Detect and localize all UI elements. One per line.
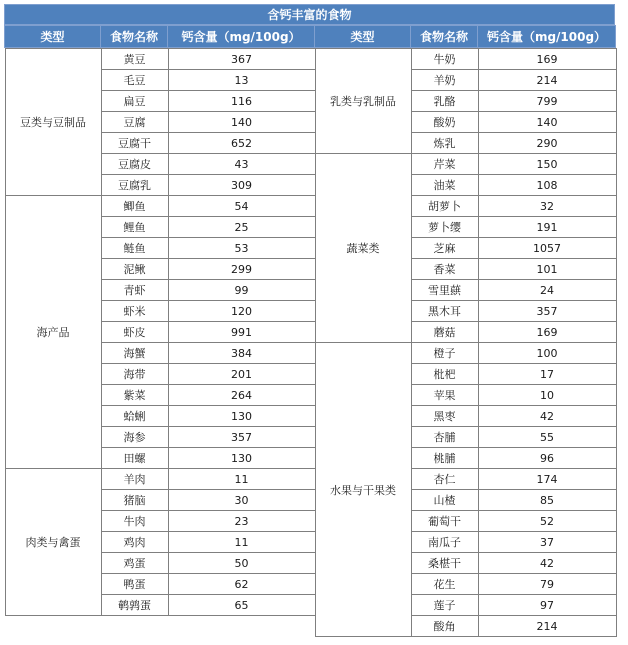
calcium-value-cell: 214 bbox=[478, 70, 616, 91]
food-name-cell: 酸奶 bbox=[411, 112, 478, 133]
category-cell: 海产品 bbox=[5, 196, 101, 469]
header-type-right: 类型 bbox=[315, 26, 411, 48]
food-name-cell: 桑椹干 bbox=[411, 553, 478, 574]
calcium-value-cell: 100 bbox=[478, 343, 616, 364]
calcium-value-cell: 799 bbox=[478, 91, 616, 112]
category-cell: 豆类与豆制品 bbox=[5, 49, 101, 196]
calcium-value-cell: 54 bbox=[168, 196, 315, 217]
calcium-value-cell: 140 bbox=[478, 112, 616, 133]
food-name-cell: 雪里蕻 bbox=[411, 280, 478, 301]
calcium-value-cell: 85 bbox=[478, 490, 616, 511]
header-row bbox=[5, 26, 616, 48]
header-food-left: 食物名称 bbox=[101, 26, 168, 48]
food-name-cell: 蘑菇 bbox=[411, 322, 478, 343]
calcium-value-cell: 17 bbox=[478, 364, 616, 385]
food-name-cell: 酸角 bbox=[411, 616, 478, 637]
calcium-value-cell: 101 bbox=[478, 259, 616, 280]
left-half bbox=[5, 48, 315, 638]
calcium-food-table bbox=[4, 4, 615, 637]
right-table bbox=[315, 48, 617, 637]
food-name-cell: 豆腐干 bbox=[101, 133, 168, 154]
food-name-cell: 牛奶 bbox=[411, 49, 478, 70]
calcium-value-cell: 42 bbox=[478, 553, 616, 574]
table-row bbox=[5, 49, 315, 70]
table-row bbox=[5, 196, 315, 217]
category-cell: 肉类与禽蛋 bbox=[5, 469, 101, 616]
table-row bbox=[315, 343, 616, 364]
food-name-cell: 鲫鱼 bbox=[101, 196, 168, 217]
food-name-cell: 鸡肉 bbox=[101, 532, 168, 553]
calcium-value-cell: 53 bbox=[168, 238, 315, 259]
food-name-cell: 桃脯 bbox=[411, 448, 478, 469]
category-cell: 水果与干果类 bbox=[315, 343, 411, 637]
calcium-value-cell: 309 bbox=[168, 175, 315, 196]
category-cell: 乳类与乳制品 bbox=[315, 49, 411, 154]
table-body bbox=[4, 25, 616, 637]
food-name-cell: 枇杷 bbox=[411, 364, 478, 385]
food-name-cell: 油菜 bbox=[411, 175, 478, 196]
calcium-value-cell: 50 bbox=[168, 553, 315, 574]
calcium-value-cell: 62 bbox=[168, 574, 315, 595]
calcium-value-cell: 97 bbox=[478, 595, 616, 616]
calcium-value-cell: 11 bbox=[168, 469, 315, 490]
calcium-value-cell: 130 bbox=[168, 448, 315, 469]
food-name-cell: 海参 bbox=[101, 427, 168, 448]
food-name-cell: 黄豆 bbox=[101, 49, 168, 70]
calcium-value-cell: 25 bbox=[168, 217, 315, 238]
table-title: 含钙丰富的食物 bbox=[4, 4, 615, 25]
calcium-value-cell: 652 bbox=[168, 133, 315, 154]
calcium-value-cell: 201 bbox=[168, 364, 315, 385]
calcium-value-cell: 357 bbox=[478, 301, 616, 322]
calcium-value-cell: 150 bbox=[478, 154, 616, 175]
food-name-cell: 芹菜 bbox=[411, 154, 478, 175]
food-name-cell: 牛肉 bbox=[101, 511, 168, 532]
calcium-value-cell: 299 bbox=[168, 259, 315, 280]
header-type-left: 类型 bbox=[5, 26, 101, 48]
food-name-cell: 毛豆 bbox=[101, 70, 168, 91]
table-row bbox=[315, 49, 616, 70]
calcium-value-cell: 116 bbox=[168, 91, 315, 112]
food-name-cell: 羊奶 bbox=[411, 70, 478, 91]
calcium-value-cell: 214 bbox=[478, 616, 616, 637]
food-name-cell: 鸭蛋 bbox=[101, 574, 168, 595]
food-name-cell: 芝麻 bbox=[411, 238, 478, 259]
right-half bbox=[315, 48, 616, 638]
food-name-cell: 鸡蛋 bbox=[101, 553, 168, 574]
calcium-value-cell: 24 bbox=[478, 280, 616, 301]
calcium-value-cell: 169 bbox=[478, 49, 616, 70]
food-name-cell: 黑枣 bbox=[411, 406, 478, 427]
calcium-value-cell: 11 bbox=[168, 532, 315, 553]
header-calcium-right: 钙含量（mg/100g） bbox=[478, 26, 616, 48]
calcium-value-cell: 169 bbox=[478, 322, 616, 343]
food-name-cell: 豆腐 bbox=[101, 112, 168, 133]
food-name-cell: 萝卜缨 bbox=[411, 217, 478, 238]
table-row bbox=[5, 469, 315, 490]
calcium-value-cell: 367 bbox=[168, 49, 315, 70]
food-name-cell: 炼乳 bbox=[411, 133, 478, 154]
calcium-value-cell: 65 bbox=[168, 595, 315, 616]
calcium-value-cell: 357 bbox=[168, 427, 315, 448]
food-name-cell: 猪脑 bbox=[101, 490, 168, 511]
food-name-cell: 乳酪 bbox=[411, 91, 478, 112]
food-name-cell: 田螺 bbox=[101, 448, 168, 469]
food-name-cell: 胡萝卜 bbox=[411, 196, 478, 217]
food-name-cell: 虾皮 bbox=[101, 322, 168, 343]
food-name-cell: 莲子 bbox=[411, 595, 478, 616]
food-name-cell: 鲤鱼 bbox=[101, 217, 168, 238]
food-name-cell: 蛤蜊 bbox=[101, 406, 168, 427]
calcium-value-cell: 32 bbox=[478, 196, 616, 217]
calcium-value-cell: 55 bbox=[478, 427, 616, 448]
calcium-value-cell: 140 bbox=[168, 112, 315, 133]
food-name-cell: 苹果 bbox=[411, 385, 478, 406]
food-name-cell: 羊肉 bbox=[101, 469, 168, 490]
calcium-value-cell: 130 bbox=[168, 406, 315, 427]
calcium-value-cell: 30 bbox=[168, 490, 315, 511]
food-name-cell: 鹌鹑蛋 bbox=[101, 595, 168, 616]
food-name-cell: 海蟹 bbox=[101, 343, 168, 364]
calcium-value-cell: 384 bbox=[168, 343, 315, 364]
calcium-value-cell: 991 bbox=[168, 322, 315, 343]
left-table bbox=[5, 48, 316, 616]
food-name-cell: 黑木耳 bbox=[411, 301, 478, 322]
calcium-value-cell: 108 bbox=[478, 175, 616, 196]
calcium-value-cell: 120 bbox=[168, 301, 315, 322]
calcium-value-cell: 290 bbox=[478, 133, 616, 154]
food-name-cell: 南瓜子 bbox=[411, 532, 478, 553]
calcium-value-cell: 13 bbox=[168, 70, 315, 91]
food-name-cell: 橙子 bbox=[411, 343, 478, 364]
food-name-cell: 扁豆 bbox=[101, 91, 168, 112]
food-name-cell: 杏仁 bbox=[411, 469, 478, 490]
calcium-value-cell: 96 bbox=[478, 448, 616, 469]
food-name-cell: 花生 bbox=[411, 574, 478, 595]
food-name-cell: 杏脯 bbox=[411, 427, 478, 448]
calcium-value-cell: 264 bbox=[168, 385, 315, 406]
food-name-cell: 虾米 bbox=[101, 301, 168, 322]
calcium-value-cell: 37 bbox=[478, 532, 616, 553]
calcium-value-cell: 191 bbox=[478, 217, 616, 238]
calcium-value-cell: 23 bbox=[168, 511, 315, 532]
header-food-right: 食物名称 bbox=[411, 26, 478, 48]
calcium-value-cell: 174 bbox=[478, 469, 616, 490]
header-calcium-left: 钙含量（mg/100g） bbox=[168, 26, 315, 48]
food-name-cell: 青虾 bbox=[101, 280, 168, 301]
food-name-cell: 葡萄干 bbox=[411, 511, 478, 532]
food-name-cell: 鲢鱼 bbox=[101, 238, 168, 259]
food-name-cell: 紫菜 bbox=[101, 385, 168, 406]
calcium-value-cell: 79 bbox=[478, 574, 616, 595]
food-name-cell: 海带 bbox=[101, 364, 168, 385]
category-cell: 蔬菜类 bbox=[315, 154, 411, 343]
food-name-cell: 泥鳅 bbox=[101, 259, 168, 280]
food-name-cell: 豆腐皮 bbox=[101, 154, 168, 175]
food-name-cell: 山楂 bbox=[411, 490, 478, 511]
calcium-value-cell: 99 bbox=[168, 280, 315, 301]
calcium-value-cell: 10 bbox=[478, 385, 616, 406]
calcium-value-cell: 1057 bbox=[478, 238, 616, 259]
food-name-cell: 豆腐乳 bbox=[101, 175, 168, 196]
calcium-value-cell: 43 bbox=[168, 154, 315, 175]
calcium-value-cell: 52 bbox=[478, 511, 616, 532]
calcium-value-cell: 42 bbox=[478, 406, 616, 427]
food-name-cell: 香菜 bbox=[411, 259, 478, 280]
table-row bbox=[315, 154, 616, 175]
